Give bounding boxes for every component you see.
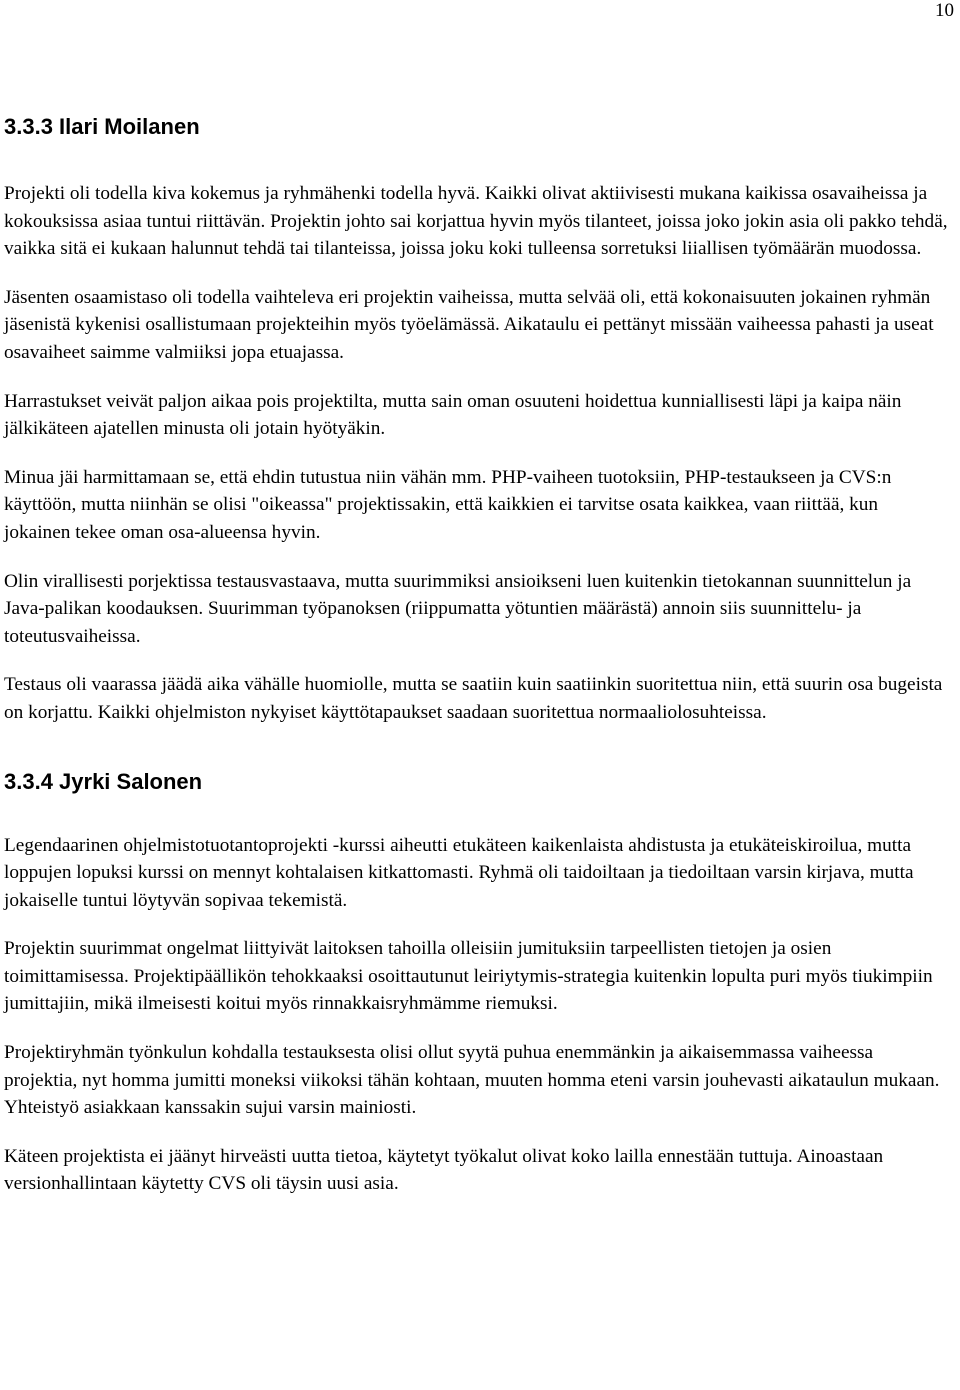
- paragraph: Projektiryhmän työnkulun kohdalla testauksesta olisi ollut syytä puhua enemmänkin ja aikaisemmassa vaiheessa projektia, nyt homma jumitti moneksi viikoksi tähän kohtaan, muuten homma eteni varsin jouhevasti aikataulun mukaan. Yhteistyö asiakkaan kanssakin sujui varsin mainiosti.: [4, 1042, 940, 1119]
- document-body: [4, 113, 948, 1219]
- section-heading: 3.3.4 Jyrki Salonen: [4, 768, 203, 794]
- paragraph: Testaus oli vaarassa jäädä aika vähälle huomiolle, mutta se saatiin kuin saatiinkin suoritettua niin, että suurin osa bugeista on korjattu. Kaikki ohjelmiston nykyiset käyttötapaukset saadaan suoritettua normaaliolosuhteissa.: [4, 674, 943, 723]
- section-jyrki-salonen: [4, 768, 948, 1199]
- paragraph: Käteen projektista ei jäänyt hirveästi uutta tietoa, käytetyt työkalut olivat koko lailla ennestään tuttuja. Ainoastaan versionhallintaan käytetty CVS oli täysin uusi asia.: [4, 1145, 884, 1195]
- paragraph: Jäsenten osaamistaso oli todella vaihteleva eri projektin vaiheissa, mutta selvää oli, että kokonaisuuten jokainen ryhmän jäsenistä kykenisi osallistumaan projekteihin myös työelämässä. Aikataulu ei pettänyt missään vaiheessa pahasti ja useat osavaiheet saimme valmiiksi jopa etuajassa.: [4, 286, 934, 363]
- paragraph: Harrastukset veivät paljon aikaa pois projektilta, mutta sain oman osuuteni hoidettua kunniallisesti läpi ja kaipa näin jälkikäteen ajatellen minusta oli jotain hyötyäkin.: [4, 390, 902, 440]
- section-heading: 3.3.3 Ilari Moilanen: [4, 114, 200, 139]
- page-number: 10: [935, 0, 954, 21]
- paragraph: Minua jäi harmittamaan se, että ehdin tutustua niin vähän mm. PHP-vaiheen tuotoksiin, PHP-testaukseen ja CVS:n käyttöön, mutta niinhän se olisi "oikeassa" projektissakin, että kaikkien ei tarvitse osata kaikkea, vaan riittää, kun jokainen tekee oman osa-alueensa hyvin.: [4, 466, 892, 543]
- paragraph: Projektin suurimmat ongelmat liittyivät laitoksen tahoilla olleisiin jumituksiin tarpeellisten tietojen ja osien toimittamisessa. Projektipäällikön tehokkaaksi osoittautunut leiriytymis-strategia kuitenkin lopulta puri myös tiukimpiin jumittajiin, mikä ilmeisesti koitui myös rinnakkaisryhmämme riemuksi.: [4, 938, 933, 1015]
- paragraph: Legendaarinen ohjelmistotuotantoprojekti -kurssi aiheutti etukäteen kaikenlaista ahdistusta ja etukäteiskiroilua, mutta loppujen lopuksi kurssi on mennyt kohtalaisen kitkattomasti. Ryhmä oli taidoiltaan ja tiedoiltaan varsin kirjava, mutta jokaiselle tuntui löytyvän sopivaa tekemistä.: [4, 834, 914, 911]
- paragraph: Olin virallisesti porjektissa testausvastaava, mutta suurimmiksi ansioikseni luen kuitenkin tietokannan suunnittelun ja Java-palikan koodauksen. Suurimman työpanoksen (riippumatta yötuntien määrästä) annoin siis suunnittelu- ja toteutusvaiheissa.: [4, 570, 912, 647]
- paragraph: Projekti oli todella kiva kokemus ja ryhmähenki todella hyvä. Kaikki olivat aktiivisesti mukana kaikissa osavaiheissa ja kokouksissa asiaa tuntui riittävän. Projektin johto sai korjattua hyvin myös tilanteet, joissa joko jokin asia oli pakko tehdä, vaikka sitä ei kukaan halunnut tehdä tai tilanteissa, joissa joku koki tulleensa sorretuksi liiallisen työmäärän muodossa.: [4, 183, 948, 260]
- section-ilari-moilanen: [4, 113, 948, 727]
